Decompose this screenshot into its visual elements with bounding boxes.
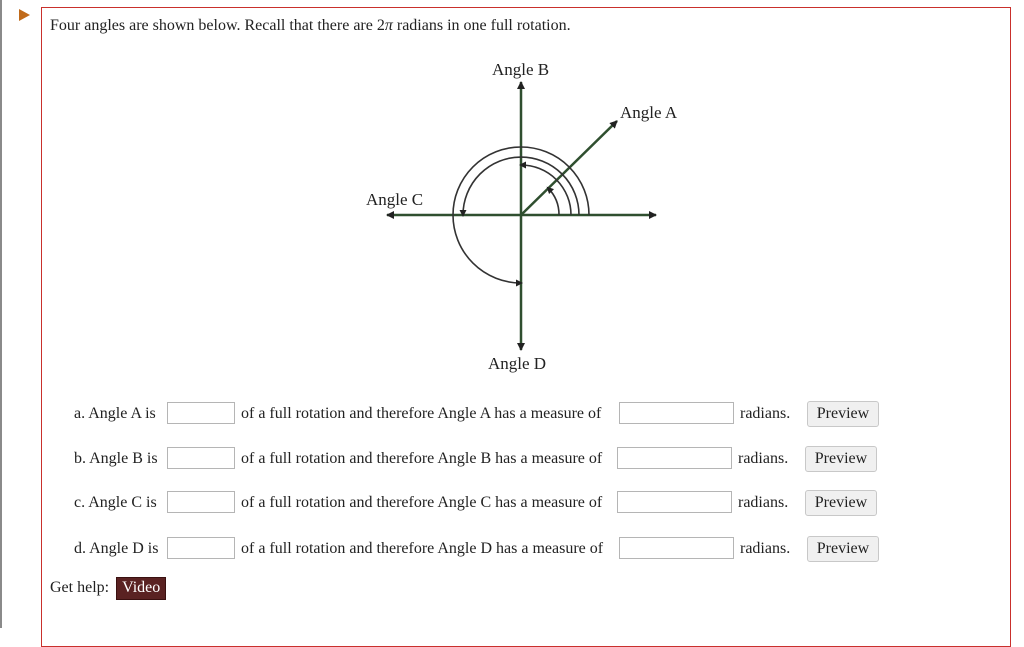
fraction-input-a[interactable]: [167, 402, 235, 424]
pi-symbol: π: [384, 17, 393, 34]
fraction-input-b[interactable]: [167, 447, 235, 469]
unit-label: radians.: [740, 540, 791, 557]
intro-text-after: radians in one full rotation.: [392, 17, 571, 34]
unit-label: radians.: [740, 405, 791, 422]
arc-angle-a: [548, 188, 559, 215]
question-row-d: [0, 537, 1024, 563]
question-label: a. Angle A is: [74, 405, 156, 422]
angle-diagram: [360, 52, 700, 382]
problem-statement: [50, 17, 571, 35]
help-label: Get help:: [50, 579, 110, 596]
left-rule: [0, 0, 2, 628]
unit-label: radians.: [738, 450, 789, 467]
question-label: b. Angle B is: [74, 450, 158, 467]
preview-button-b[interactable]: Preview: [805, 446, 877, 472]
get-help: [50, 577, 166, 600]
fraction-input-d[interactable]: [167, 537, 235, 559]
radians-input-d[interactable]: [619, 537, 734, 559]
question-row-b: [0, 447, 1024, 473]
collapse-arrow-icon[interactable]: [19, 9, 30, 21]
preview-button-a[interactable]: Preview: [807, 401, 879, 427]
label-angle-b: Angle B: [492, 60, 550, 79]
unit-label: radians.: [738, 494, 789, 511]
intro-text-before: Four angles are shown below. Recall that there are 2: [50, 17, 385, 34]
question-text: of a full rotation and therefore Angle D has a measure of: [241, 540, 604, 557]
question-text: of a full rotation and therefore Angle B has a measure of: [241, 450, 603, 467]
radians-input-b[interactable]: [617, 447, 732, 469]
preview-button-d[interactable]: Preview: [807, 536, 879, 562]
question-text: of a full rotation and therefore Angle C has a measure of: [241, 494, 603, 511]
radians-input-a[interactable]: [619, 402, 734, 424]
label-angle-d: Angle D: [488, 354, 547, 373]
question-row-a: [0, 402, 1024, 428]
question-row-c: [0, 491, 1024, 517]
preview-button-c[interactable]: Preview: [805, 490, 877, 516]
fraction-input-c[interactable]: [167, 491, 235, 513]
question-label: d. Angle D is: [74, 540, 159, 557]
video-button[interactable]: Video: [116, 577, 166, 600]
question-label: c. Angle C is: [74, 494, 157, 511]
radians-input-c[interactable]: [617, 491, 732, 513]
label-angle-c: Angle C: [366, 190, 424, 209]
label-angle-a: Angle A: [620, 103, 678, 122]
question-text: of a full rotation and therefore Angle A has a measure of: [241, 405, 602, 422]
